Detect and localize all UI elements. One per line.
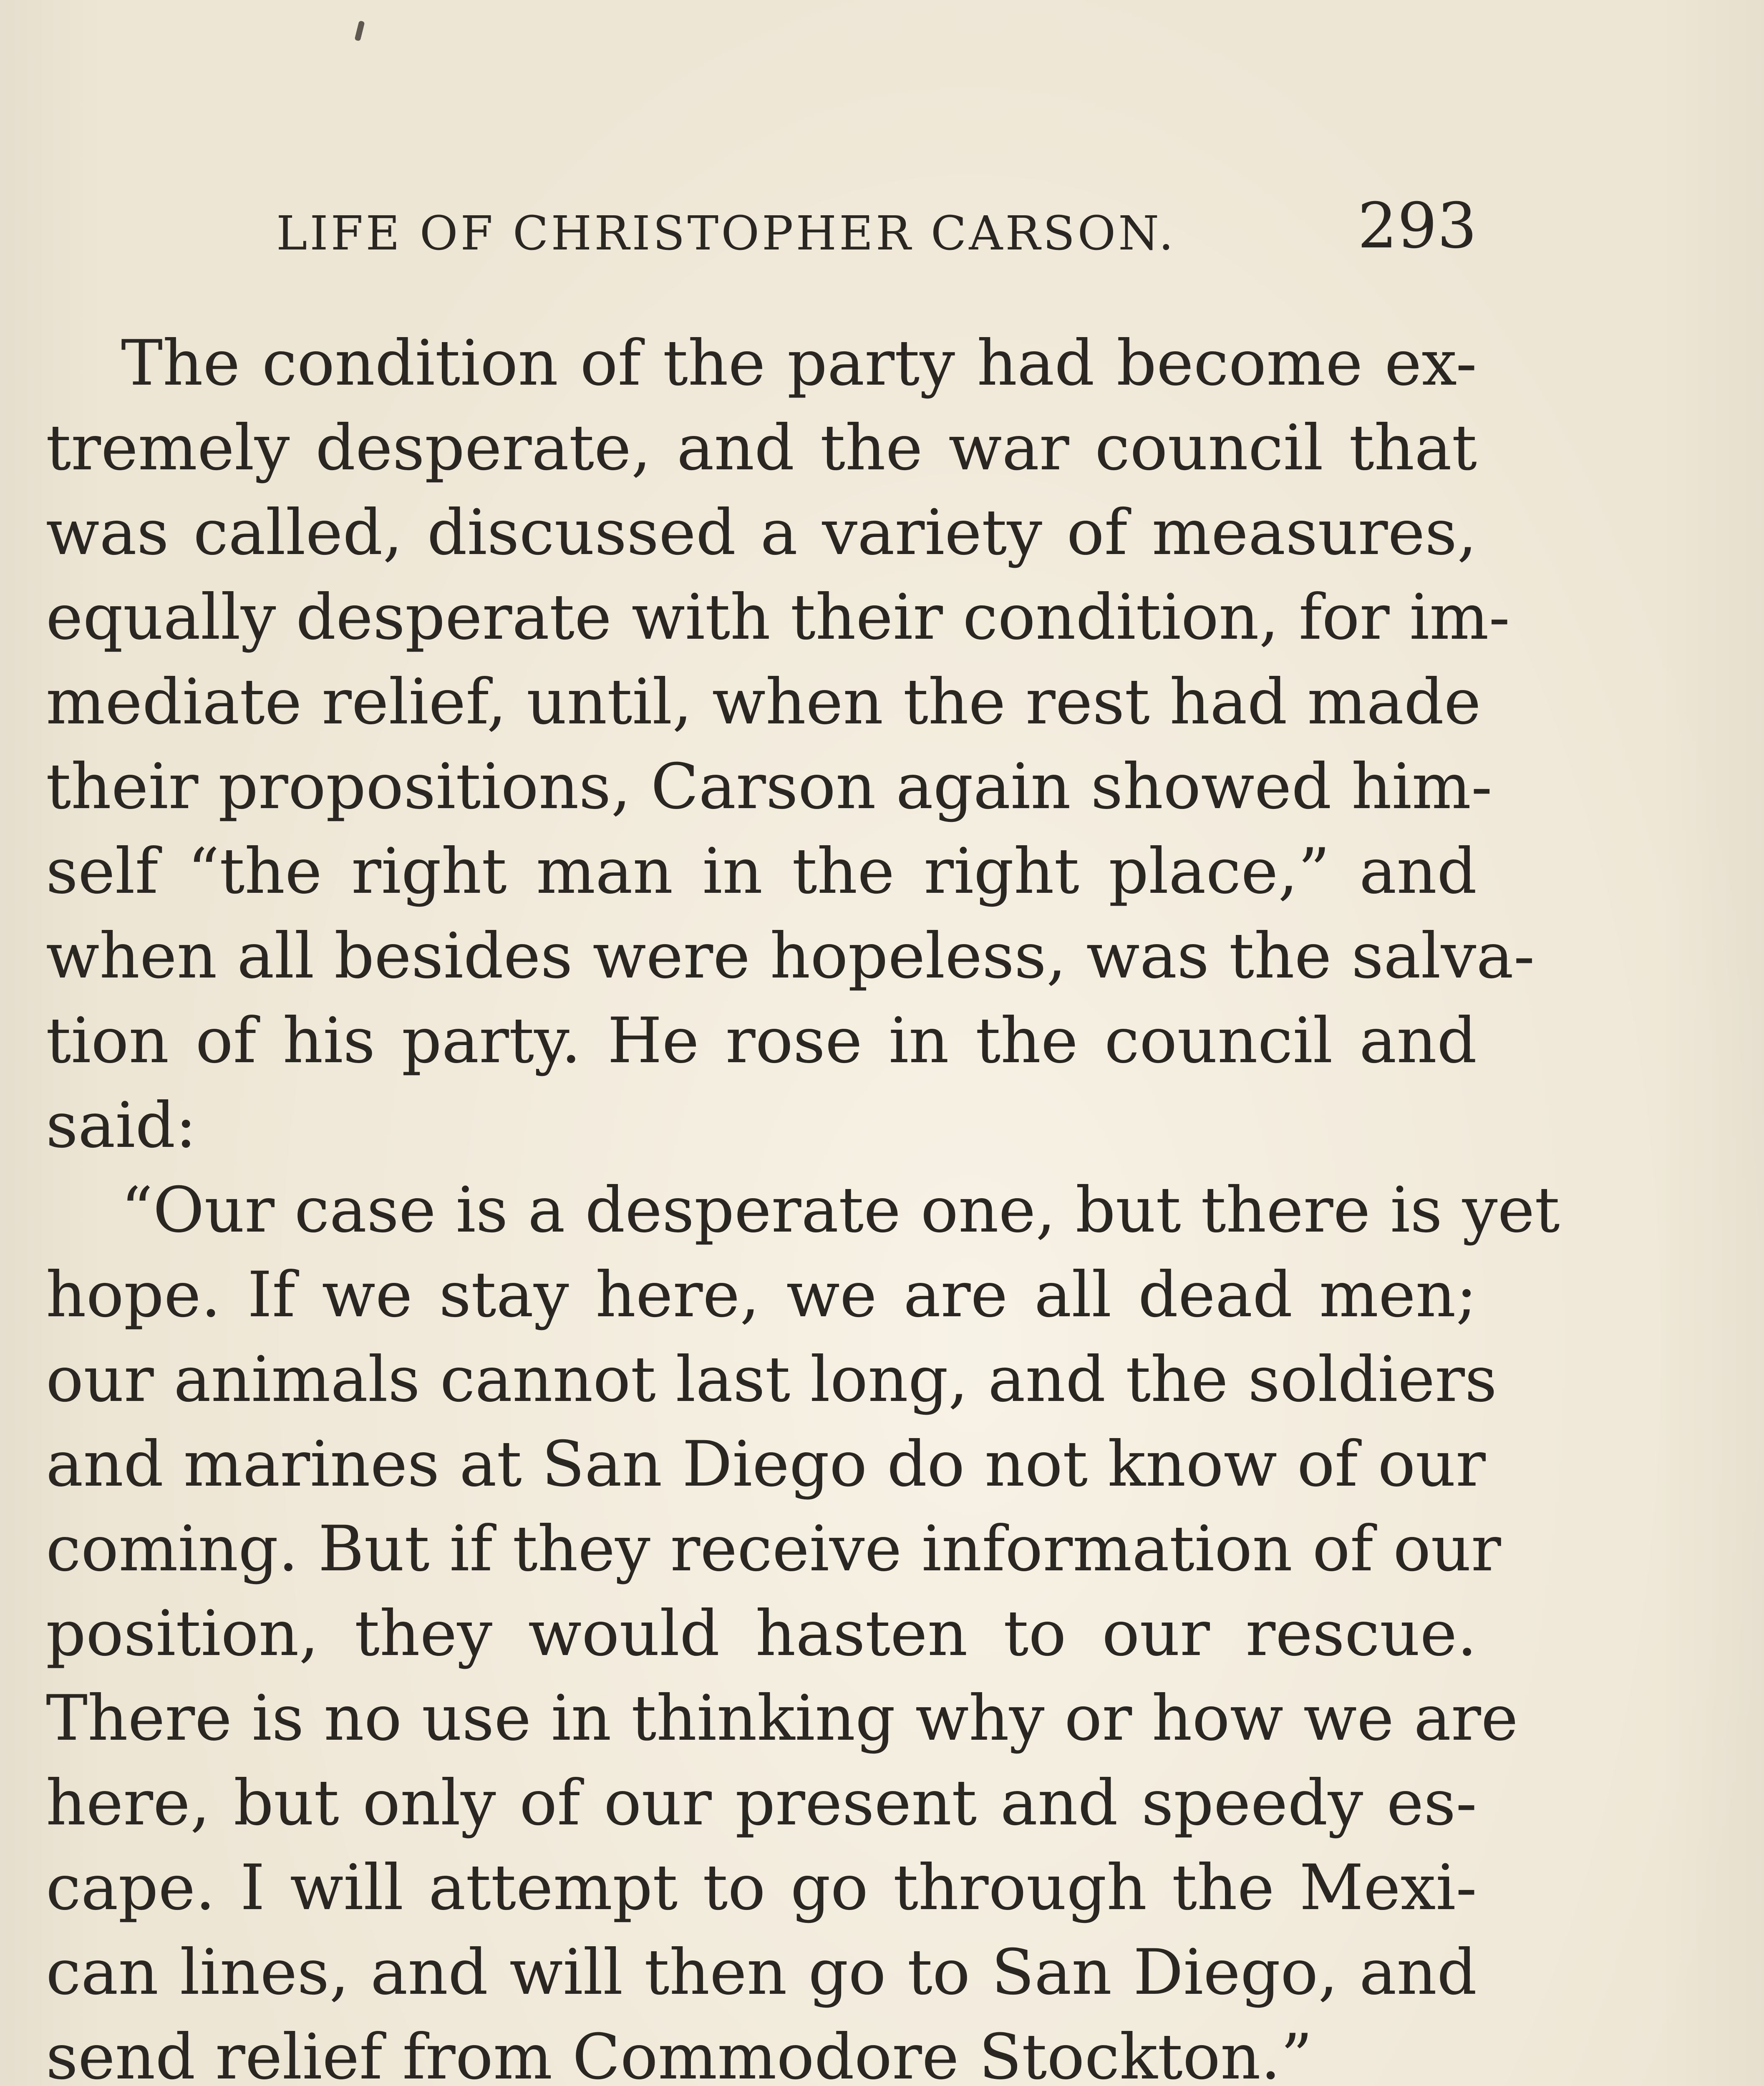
page-number: 293: [1357, 190, 1477, 262]
text-line: hope. If we stay here, we are all dead men;: [46, 1259, 1477, 1331]
text-line: coming. But if they receive information of our: [46, 1513, 1501, 1585]
text-line: “Our case is a desperate one, but there is yet: [121, 1174, 1560, 1247]
text-line: can lines, and will then go to San Diego, and: [46, 1936, 1477, 2009]
running-header: [46, 190, 1477, 269]
text-line: here, but only of our present and speedy es-: [46, 1767, 1477, 1839]
text-line: when all besides were hopeless, was the salva-: [46, 920, 1535, 993]
text-line: There is no use in thinking why or how we are: [46, 1682, 1518, 1755]
text-line: self “the right man in the right place,” and: [46, 835, 1477, 908]
text-line: our animals cannot last long, and the soldiers: [46, 1343, 1497, 1416]
text-line: cape. I will attempt to go through the Mexi-: [46, 1852, 1477, 1924]
text-line: send relief from Commodore Stockton.”: [46, 2021, 1313, 2086]
text-line: equally desperate with their condition, for im-: [46, 581, 1510, 654]
text-line: tremely desperate, and the war council that: [46, 412, 1477, 484]
text-line: mediate relief, until, when the rest had made: [46, 666, 1481, 738]
running-title: LIFE OF CHRISTOPHER CARSON.: [276, 207, 1176, 261]
text-line: tion of his party. He rose in the council and: [46, 1005, 1477, 1077]
text-line: position, they would hasten to our rescue.: [46, 1597, 1477, 1670]
text-line: The condition of the party had become ex-: [121, 327, 1477, 400]
text-line: said:: [46, 1089, 197, 1162]
text-line: was called, discussed a variety of measures,: [46, 496, 1477, 569]
ink-speck: [354, 20, 365, 41]
body-text: [46, 321, 1560, 2086]
text-line: their propositions, Carson again showed him-: [46, 751, 1492, 823]
text-line: and marines at San Diego do not know of our: [46, 1428, 1486, 1501]
